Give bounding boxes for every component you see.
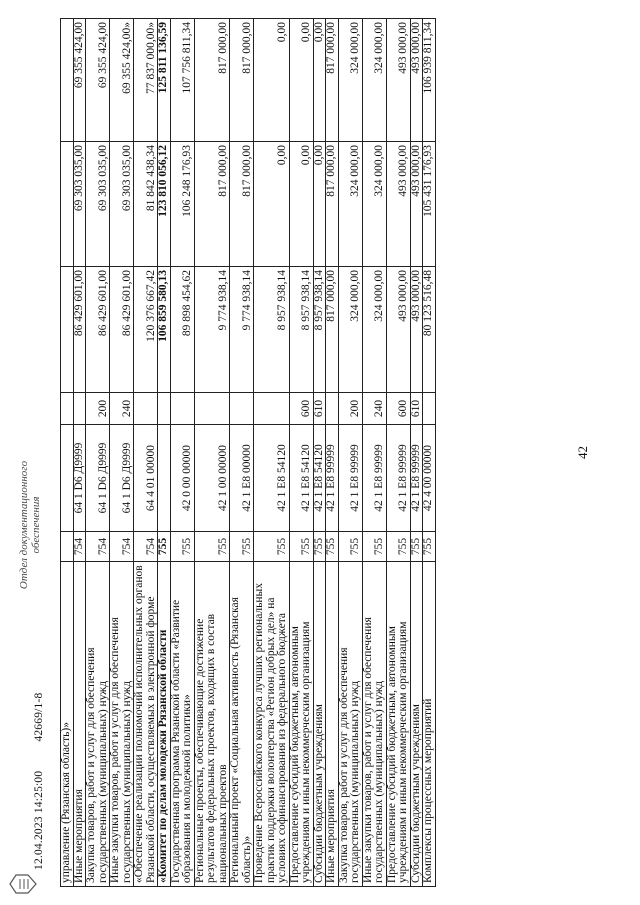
cell-vr [254,393,290,425]
cell-vr: 600 [386,393,410,425]
cell-name: Субсидии бюджетным учреждениям [313,562,326,887]
cell-csr [61,425,74,532]
cell-sum-1: 106 859 580,13 [158,267,171,393]
cell-vr: 200 [338,393,362,425]
cell-sum-3: 69 355 424,00 [73,19,86,142]
cell-csr: 64 1 D6 Д9999 [110,425,134,532]
cell-sum-1: 89 898 454,62 [170,267,194,393]
cell-sum-3: 69 355 424,00 [86,19,110,142]
cell-sum-2: 324 000,00 [338,142,362,267]
cell-name: Иные закупки товаров, работ и услуг для обеспечения государственных (муниципальных) нужд [110,562,134,887]
table-row [158,19,171,887]
cell-sum-3: 817 000,00 [230,19,254,142]
cell-sum-3: 0,00 [313,19,326,142]
table-row [410,19,423,887]
cell-sum-1: 9 774 938,14 [194,267,230,393]
cell-name: Региональные проекты, обеспечивающие достижение результатов федеральных проектов, входящих в состав национальных проектов [194,562,230,887]
cell-grbs: 755 [386,532,410,562]
cell-sum-1: 324 000,00 [338,267,362,393]
cell-vr [326,393,339,425]
cell-sum-3: 0,00 [289,19,313,142]
budget-table [60,18,436,887]
cell-csr: 42 1 E8 00000 [230,425,254,532]
cell-vr: 200 [86,393,110,425]
emblem-logo [8,871,38,897]
cell-csr: 42 1 E8 99999 [362,425,386,532]
table-row [326,19,339,887]
cell-name: Региональный проект «Социальная активность (Рязанская область)» [230,562,254,887]
cell-vr: 240 [110,393,134,425]
cell-name: управление (Рязанская область)» [61,562,74,887]
cell-name: Предоставление субсидий бюджетным, автономным учреждениям и иным некоммерческим организациям [289,562,313,887]
cell-sum-1: 86 429 601,00 [86,267,110,393]
budget-table-wrapper [60,19,565,887]
cell-grbs: 755 [194,532,230,562]
cell-vr [134,393,158,425]
cell-csr: 42 1 E8 99999 [410,425,423,532]
cell-grbs: 755 [338,532,362,562]
cell-grbs: 755 [362,532,386,562]
cell-sum-3: 125 811 136,59 [158,19,171,142]
footer-stamp [33,667,45,870]
cell-grbs: 755 [326,532,339,562]
table-row [170,19,194,887]
cell-grbs: 755 [410,532,423,562]
cell-sum-1: 8 957 938,14 [313,267,326,393]
cell-grbs: 754 [134,532,158,562]
cell-sum-1 [61,267,74,393]
cell-vr: 610 [313,393,326,425]
table-row [134,19,158,887]
table-row [423,19,436,887]
cell-sum-2: 324 000,00 [362,142,386,267]
cell-name: «Комитет по делам молодежи Рязанской области [158,562,171,887]
table-row [338,19,362,887]
page-number: 42 [575,446,590,459]
cell-sum-2: 69 303 035,00 [110,142,134,267]
cell-grbs: 755 [254,532,290,562]
cell-sum-1: 493 000,00 [410,267,423,393]
cell-sum-2: 493 000,00 [386,142,410,267]
cell-csr [158,425,171,532]
cell-sum-3: 817 000,00 [194,19,230,142]
cell-sum-2: 817 000,00 [326,142,339,267]
cell-csr: 42 1 E8 99999 [338,425,362,532]
cell-grbs: 754 [73,532,86,562]
cell-vr [170,393,194,425]
cell-grbs: 755 [313,532,326,562]
cell-sum-1: 120 376 667,42 [134,267,158,393]
cell-name: «Обеспечение реализации полномочий исполнительных органов Рязанской области, осуществляемых в электронной форме [134,562,158,887]
cell-csr: 64 1 D6 Д9999 [86,425,110,532]
cell-grbs: 755 [230,532,254,562]
cell-sum-2: 817 000,00 [194,142,230,267]
cell-sum-3: 107 756 811,34 [170,19,194,142]
cell-sum-3: 324 000,00 [338,19,362,142]
cell-name: Комплексы процессных мероприятий [423,562,436,887]
cell-csr: 42 1 E8 54120 [254,425,290,532]
cell-sum-1: 8 957 938,14 [289,267,313,393]
cell-grbs: 754 [110,532,134,562]
cell-grbs: 755 [158,532,171,562]
footer-datetime: 12.04.2023 14:25:00 [33,770,45,870]
cell-vr: 600 [289,393,313,425]
cell-name: Закупка товаров, работ и услуг для обеспечения государственных (муниципальных) нужд [86,562,110,887]
cell-csr: 42 1 E8 54120 [313,425,326,532]
cell-sum-2: 69 303 035,00 [86,142,110,267]
cell-csr: 42 0 00 00000 [170,425,194,532]
cell-sum-1: 493 000,00 [386,267,410,393]
cell-sum-3: 493 000,00 [410,19,423,142]
cell-name: Государственная программа Рязанской области «Развитие образования и молодежной политики» [170,562,194,887]
cell-sum-2: 123 810 056,12 [158,142,171,267]
cell-sum-1: 817 000,00 [326,267,339,393]
cell-sum-2: 69 303 035,00 [73,142,86,267]
cell-grbs: 755 [423,532,436,562]
cell-sum-1: 86 429 601,00 [110,267,134,393]
cell-sum-3: 324 000,00 [362,19,386,142]
table-row [289,19,313,887]
cell-vr [230,393,254,425]
table-row [313,19,326,887]
cell-sum-3: 493 000,00 [386,19,410,142]
cell-sum-2: 0,00 [254,142,290,267]
cell-vr: 610 [410,393,423,425]
table-row [61,19,74,887]
cell-sum-3: 106 939 811,34 [423,19,436,142]
table-row [230,19,254,887]
cell-sum-3: 77 837 000,00» [134,19,158,142]
budget-table-body [61,19,436,887]
cell-grbs: 754 [86,532,110,562]
cell-csr: 42 1 E8 99999 [326,425,339,532]
cell-vr [61,393,74,425]
table-row [254,19,290,887]
table-row [362,19,386,887]
cell-name: Закупка товаров, работ и услуг для обеспечения государственных (муниципальных) нужд [338,562,362,887]
cell-sum-2: 817 000,00 [230,142,254,267]
cell-csr: 42 1 00 00000 [194,425,230,532]
cell-sum-2 [61,142,74,267]
cell-sum-3: 817 000,00 [326,19,339,142]
cell-sum-3 [61,19,74,142]
table-row [86,19,110,887]
cell-sum-1: 9 774 938,14 [230,267,254,393]
cell-sum-2: 0,00 [313,142,326,267]
cell-vr [73,393,86,425]
cell-grbs: 755 [170,532,194,562]
cell-csr: 64 4 01 00000 [134,425,158,532]
cell-sum-3: 69 355 424,00» [110,19,134,142]
cell-sum-1: 8 957 938,14 [254,267,290,393]
cell-name: Иные мероприятия [326,562,339,887]
cell-vr [423,393,436,425]
cell-grbs [61,532,74,562]
cell-name: Иные закупки товаров, работ и услуг для обеспечения государственных (муниципальных) нужд [362,562,386,887]
cell-name: Субсидии бюджетным учреждениям [410,562,423,887]
table-row [194,19,230,887]
cell-sum-1: 80 123 516,48 [423,267,436,393]
cell-sum-2: 493 000,00 [410,142,423,267]
cell-csr: 42 1 E8 99999 [386,425,410,532]
cell-sum-2: 81 842 438,34 [134,142,158,267]
cell-name: Иные мероприятия [73,562,86,887]
cell-csr: 42 1 E8 54120 [289,425,313,532]
table-row [110,19,134,887]
cell-sum-2: 0,00 [289,142,313,267]
cell-sum-1: 86 429 601,00 [73,267,86,393]
cell-sum-3: 0,00 [254,19,290,142]
cell-name: Предоставление субсидий бюджетным, автономным учреждениям и иным некоммерческим организациям [386,562,410,887]
cell-vr [194,393,230,425]
cell-sum-1: 324 000,00 [362,267,386,393]
cell-name: Проведение Всероссийского конкурса лучших региональных практик поддержки волонтерства «Регион добрых дел» на условиях софинансирования из федерального бюджета [254,562,290,887]
table-row [386,19,410,887]
table-row [73,19,86,887]
department-stamp: Отдел документационного обеспечения [18,460,42,590]
cell-csr: 64 1 D6 Д9999 [73,425,86,532]
cell-sum-2: 105 431 176,93 [423,142,436,267]
cell-grbs: 755 [289,532,313,562]
cell-sum-2: 106 248 176,93 [170,142,194,267]
cell-csr: 42 4 00 00000 [423,425,436,532]
cell-vr [158,393,171,425]
cell-vr: 240 [362,393,386,425]
footer-doc-code: 42669/1-8 [33,692,45,742]
